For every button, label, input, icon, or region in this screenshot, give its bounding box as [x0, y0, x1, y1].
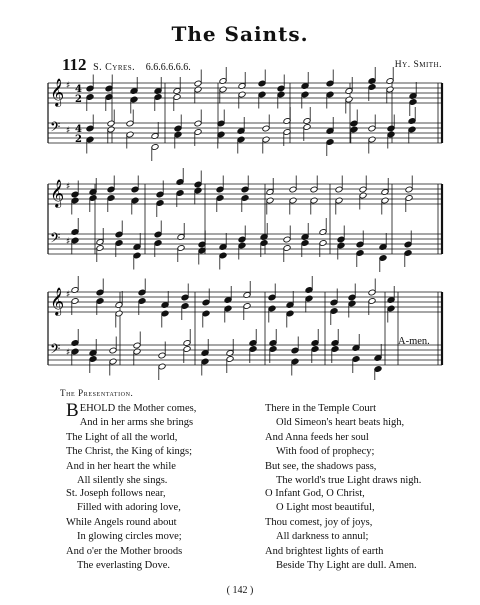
verse-line: St. Joseph follows near, — [66, 488, 166, 499]
tune-name: S. Cyres. — [93, 62, 136, 73]
sharp-key-signature: ♯ — [66, 126, 71, 136]
verse-line: The Christ, the King of kings; — [66, 446, 192, 458]
section-title: The Presentation. — [60, 388, 134, 398]
sharp-key-signature: ♯ — [66, 290, 71, 300]
verse-line: There in the Temple Court — [265, 403, 377, 414]
dropcap: B — [66, 400, 79, 421]
verse-line: All darkness to annul; — [276, 531, 369, 543]
verse-line: And in her arms she brings — [79, 417, 194, 429]
verse-line: And o'er the Mother broods — [66, 545, 183, 557]
verse-line: With food of prophecy; — [276, 446, 375, 458]
verse-line: BEHOLD the Mother comes, — [66, 400, 197, 421]
verse-3 — [265, 402, 421, 488]
bass-clef: 𝄢 — [50, 341, 61, 360]
hymn-number: 112 — [62, 55, 87, 74]
verse-line: Beside Thy Light are dull. Amen. — [276, 560, 417, 572]
verse-line: And Anna feeds her soul — [265, 431, 369, 443]
page-title: The Saints. — [171, 22, 309, 46]
time-signature: 4 — [75, 124, 82, 135]
meter: 6.6.6.6.6.6. — [145, 62, 191, 73]
verse-line: And in her heart the while — [66, 460, 176, 472]
sharp-key-signature: ♯ — [66, 182, 71, 192]
treble-clef: 𝄞 — [50, 78, 65, 106]
verse-2 — [66, 487, 182, 573]
time-signature: 4 — [75, 84, 82, 95]
verse-line: All silently she sings. — [77, 475, 168, 487]
composer: Hy. Smith. — [394, 60, 442, 70]
verse-line: Thou comest, joy of joys, — [265, 516, 373, 528]
page-number: ( 142 ) — [226, 585, 254, 596]
bass-clef: 𝄢 — [50, 230, 61, 249]
bass-clef: 𝄢 — [50, 119, 61, 138]
sharp-key-signature: ♯ — [66, 81, 71, 91]
amen-label: A-men. — [398, 336, 430, 347]
sharp-key-signature: ♯ — [66, 237, 71, 247]
verse-line: Old Simeon's heart beats high, — [276, 417, 405, 429]
time-signature: 2 — [75, 94, 82, 105]
treble-clef: 𝄞 — [50, 287, 65, 315]
verse-line: And brightest lights of earth — [265, 545, 384, 557]
verse-1 — [66, 402, 196, 488]
treble-clef: 𝄞 — [50, 179, 65, 207]
verse-line: The world's true Light draws nigh. — [276, 475, 422, 487]
verse-line: While Angels round about — [66, 516, 177, 528]
verse-line: The everlasting Dove. — [77, 560, 171, 572]
verse-line: In glowing circles move; — [77, 531, 182, 543]
verse-line: O Light most beautiful, — [276, 502, 375, 514]
verse-4 — [265, 487, 417, 573]
verse-line: Filled with adoring love, — [77, 502, 181, 514]
verse-line: O Infant God, O Christ, — [265, 488, 365, 499]
verse-line: The Light of all the world, — [66, 431, 178, 443]
verse-line: But see, the shadows pass, — [265, 460, 377, 472]
sharp-key-signature: ♯ — [66, 348, 71, 358]
time-signature: 2 — [75, 134, 82, 145]
